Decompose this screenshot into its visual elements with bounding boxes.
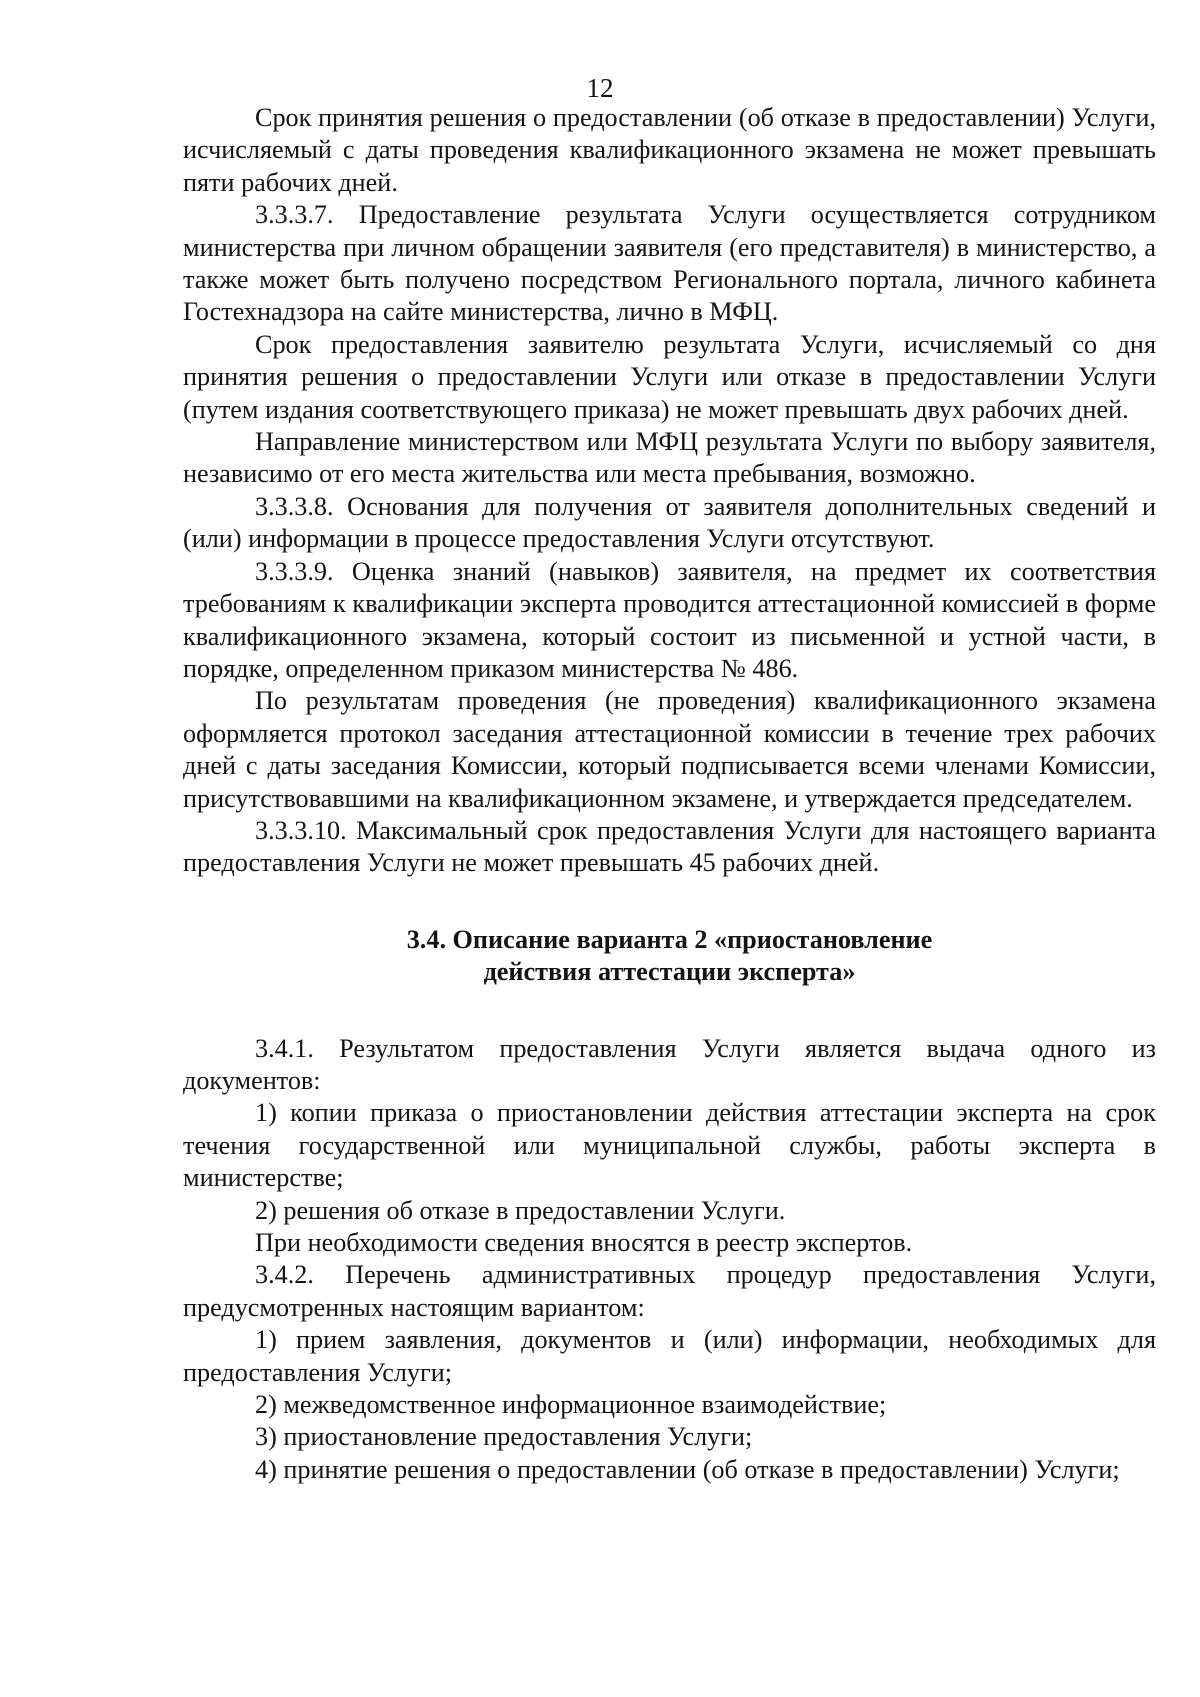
list-item-decision: 4) принятие решения о предоставлении (об отказе в предоставлении) Услуги; bbox=[255, 1454, 1120, 1484]
section-heading-3-4 bbox=[183, 924, 1156, 989]
paragraph-registry-note: При необходимости сведения вносятся в реестр экспертов. bbox=[255, 1228, 913, 1257]
paragraph-3-4-1: 3.4.1. Результатом предоставления Услуги является выдача одного из документов: bbox=[183, 1033, 1156, 1095]
section-heading-line-2: действия аттестации эксперта» bbox=[483, 957, 856, 987]
list-item-suspension: 3) приостановление предоставления Услуги; bbox=[255, 1422, 753, 1452]
paragraph-3-3-3-10: 3.3.3.10. Максимальный срок предоставления Услуги для настоящего варианта предоставления Услуги не может превышать 45 рабочих дней. bbox=[183, 815, 1156, 878]
paragraph-3-3-3-9: 3.3.3.9. Оценка знаний (навыков) заявителя, на предмет их соответствия требованиям к квалификации эксперта проводится аттестационной комиссией в форме квалификационного экзамена, который состоит из письменной и устной части, в порядке, определенном приказом министерства № 486. bbox=[183, 556, 1156, 683]
paragraph-3-4-2: 3.4.2. Перечень административных процедур предоставления Услуги, предусмотренных настоящим вариантом: bbox=[183, 1260, 1156, 1322]
paragraph-result-direction: Направление министерством или МФЦ результата Услуги по выбору заявителя, независимо от его места жительства или места пребывания, возможно. bbox=[183, 427, 1156, 489]
paragraph-3-3-3-8: 3.3.3.8. Основания для получения от заявителя дополнительных сведений и (или) информации в процессе предоставления Услуги отсутствуют. bbox=[183, 491, 1156, 554]
paragraph-decision-term: Срок принятия решения о предоставлении (об отказе в предоставлении) Услуги, исчисляемый с даты проведения квалификационного экзамена не может превышать пяти рабочих дней. bbox=[183, 103, 1156, 197]
list-item-interagency: 2) межведомственное информационное взаимодействие; bbox=[255, 1390, 887, 1420]
paragraph-3-3-3-7: 3.3.3.7. Предоставление результата Услуги осуществляется сотрудником министерства при личном обращении заявителя (его представителя) в министерство, а также может быть получено посредством Регионального портала, личного кабинета Гостехнадзора на сайте министерства, лично в МФЦ. bbox=[183, 200, 1156, 327]
page-number: 12 bbox=[586, 73, 614, 103]
section-heading-line-1: 3.4. Описание варианта 2 «приостановление bbox=[406, 924, 933, 954]
list-item-application-intake: 1) прием заявления, документов и (или) информации, необходимых для предоставления Услуги; bbox=[183, 1325, 1156, 1387]
document-body bbox=[183, 102, 1156, 1486]
paragraph-result-delivery-term: Срок предоставления заявителю результата Услуги, исчисляемый со дня принятия решения о предоставлении Услуги или отказе в предоставлении Услуги (путем издания соответствующего приказа) не может превышать двух рабочих дней. bbox=[183, 329, 1156, 424]
list-item-refusal-decision: 2) решения об отказе в предоставлении Услуги. bbox=[255, 1195, 786, 1225]
list-item-order-copy: 1) копии приказа о приостановлении действия аттестации эксперта на срок течения государственной или муниципальной службы, работы эксперта в министерстве; bbox=[183, 1098, 1156, 1193]
paragraph-exam-protocol: По результатам проведения (не проведения) квалификационного экзамена оформляется протокол заседания аттестационной комиссии в течение трех рабочих дней с даты заседания Комиссии, который подписывается всеми членами Комиссии, присутствовавшими на квалификационном экзамене, и утверждается председателем. bbox=[183, 686, 1156, 813]
